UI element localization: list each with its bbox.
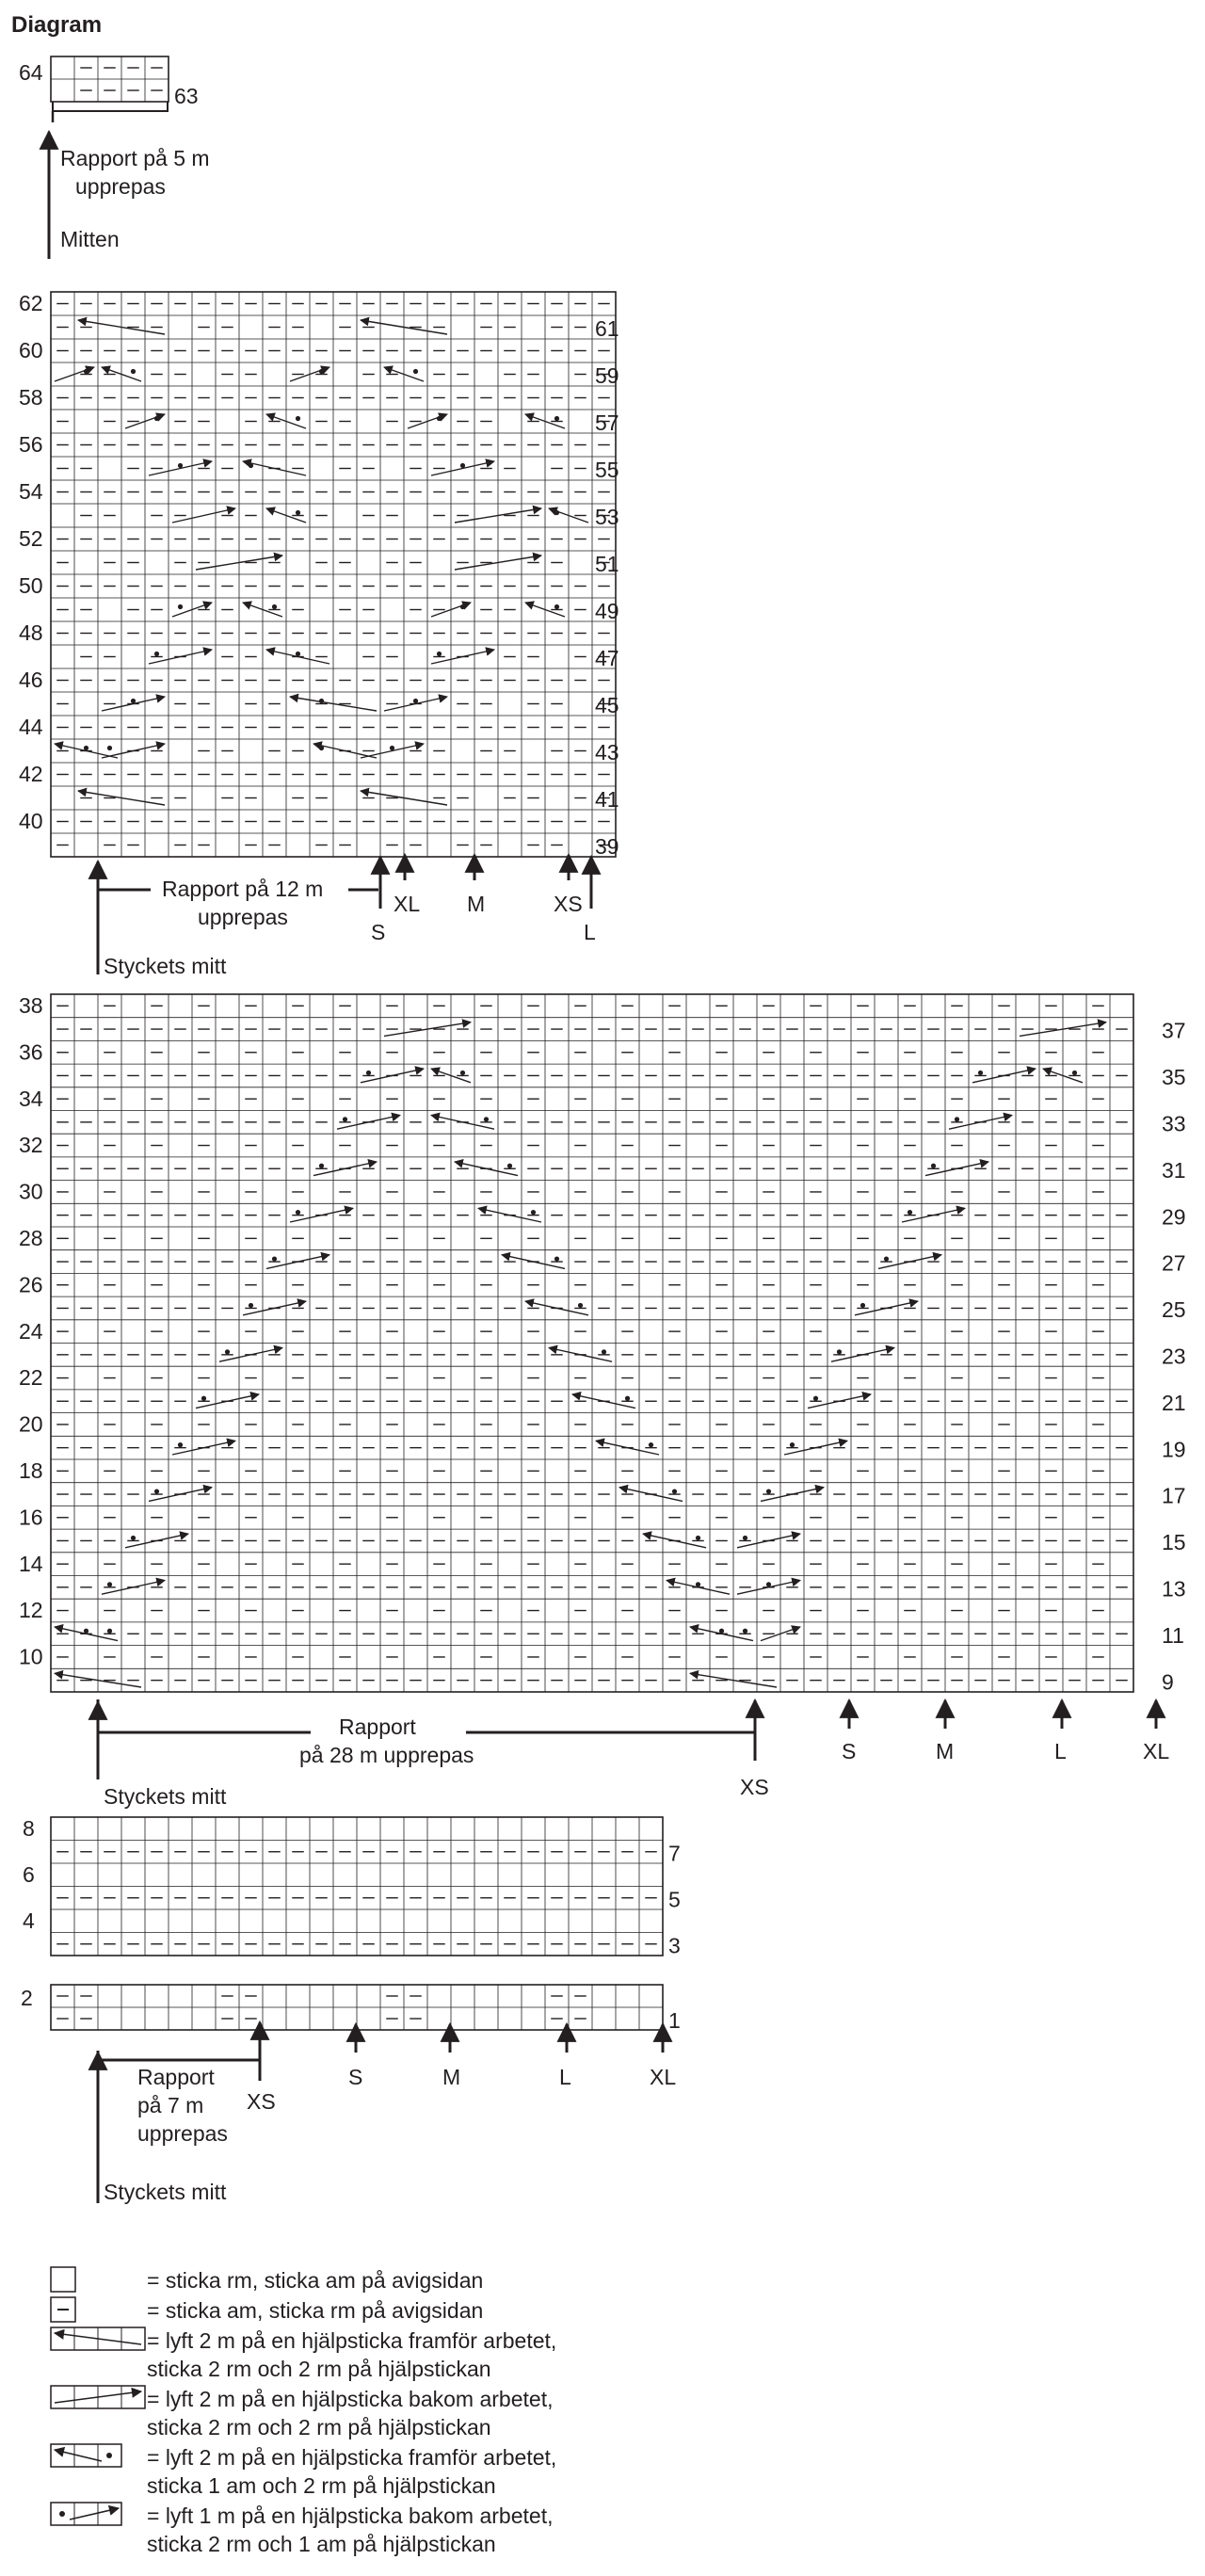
row-label-2: 2 — [21, 1986, 33, 2010]
row-label-57: 57 — [595, 411, 619, 435]
size-label-s-3: S — [842, 1739, 857, 1763]
row-label-27: 27 — [1162, 1250, 1186, 1276]
row-label-42: 42 — [19, 762, 43, 786]
row-label-48: 48 — [19, 620, 43, 645]
row-label-38: 38 — [19, 993, 43, 1018]
row-label-19: 19 — [1162, 1437, 1186, 1462]
row-label-36: 36 — [19, 1039, 43, 1065]
chart-2-repeat-line1: Rapport på 12 m — [162, 877, 324, 901]
chart-1-grid — [51, 56, 169, 102]
row-label-10: 10 — [19, 1644, 43, 1669]
legend-symbol-cable-front-2-2 — [51, 2327, 145, 2350]
row-label-59: 59 — [595, 363, 619, 388]
legend-text-5a: = lyft 2 m på en hjälpsticka framför arbetet, — [147, 2445, 557, 2470]
row-label-11: 11 — [1162, 1622, 1184, 1648]
chart-3-repeat-line2: på 28 m upprepas — [299, 1743, 474, 1767]
row-label-40: 40 — [19, 809, 43, 833]
chart-5 — [21, 1985, 681, 2204]
size-label-l-5: L — [559, 2065, 571, 2089]
chart-3-repeat-line1: Rapport — [339, 1715, 416, 1739]
legend-text-1: = sticka rm, sticka am på avigsidan — [147, 2268, 484, 2293]
row-label-31: 31 — [1162, 1157, 1186, 1183]
row-label-18: 18 — [19, 1458, 43, 1483]
chart-3-marker: Styckets mitt — [104, 1784, 227, 1809]
row-label-16: 16 — [19, 1505, 43, 1530]
chart-1-repeat-line1: Rapport på 5 m — [60, 146, 210, 170]
row-label-55: 55 — [595, 458, 619, 482]
row-label-4: 4 — [23, 1908, 35, 1933]
chart-1 — [19, 56, 210, 259]
row-label-1: 1 — [668, 2008, 681, 2033]
row-label-46: 46 — [19, 668, 43, 692]
row-label-51: 51 — [595, 552, 619, 576]
size-label-s-5: S — [348, 2065, 363, 2089]
row-label-61: 61 — [595, 316, 619, 341]
size-label-xs-3: XS — [740, 1775, 769, 1799]
legend-text-6a: = lyft 1 m på en hjälpsticka bakom arbetet, — [147, 2504, 554, 2528]
row-label-50: 50 — [19, 573, 43, 598]
legend-symbol-cable-back-2-2 — [51, 2386, 145, 2408]
row-label-37: 37 — [1162, 1018, 1186, 1043]
row-label-26: 26 — [19, 1272, 43, 1297]
size-label-xl-2: XL — [394, 892, 421, 916]
row-label-63: 63 — [174, 84, 199, 108]
row-label-45: 45 — [595, 693, 619, 717]
row-label-30: 30 — [19, 1179, 43, 1204]
row-label-39: 39 — [595, 834, 619, 859]
legend-text-3b: sticka 2 rm och 2 rm på hjälpstickan — [147, 2357, 491, 2381]
size-label-xs-2: XS — [554, 892, 583, 916]
chart-2 — [19, 291, 619, 978]
row-label-15: 15 — [1162, 1530, 1186, 1555]
row-label-28: 28 — [19, 1226, 43, 1250]
row-label-25: 25 — [1162, 1297, 1186, 1323]
chart-2-repeat-line2: upprepas — [198, 905, 288, 929]
chart-5-repeat-line1: Rapport — [137, 2065, 215, 2089]
legend-text-3a: = lyft 2 m på en hjälpsticka framför arbetet, — [147, 2328, 557, 2353]
size-label-l-3: L — [1054, 1739, 1067, 1763]
row-label-6: 6 — [23, 1862, 35, 1887]
chart-5-repeat-line2: på 7 m — [137, 2093, 204, 2117]
size-label-s-2: S — [371, 920, 386, 944]
row-label-56: 56 — [19, 432, 43, 457]
chart-1-bracket — [53, 102, 168, 111]
row-label-44: 44 — [19, 715, 43, 739]
row-label-29: 29 — [1162, 1204, 1186, 1230]
row-label-64: 64 — [19, 60, 43, 85]
chart-5-grid — [51, 1985, 663, 2030]
row-label-13: 13 — [1162, 1576, 1186, 1602]
size-label-m-2: M — [467, 892, 486, 916]
legend-text-4a: = lyft 2 m på en hjälpsticka bakom arbetet, — [147, 2387, 554, 2411]
chart-5-repeat-line3: upprepas — [137, 2121, 228, 2146]
chart-5-marker: Styckets mitt — [104, 2180, 227, 2204]
row-label-35: 35 — [1162, 1065, 1186, 1090]
row-label-43: 43 — [595, 740, 619, 765]
chart-3 — [19, 993, 1186, 1809]
row-label-60: 60 — [19, 338, 43, 362]
size-label-xs-5: XS — [247, 2089, 276, 2114]
row-label-58: 58 — [19, 385, 43, 410]
row-label-21: 21 — [1162, 1390, 1186, 1415]
row-label-8: 8 — [23, 1816, 35, 1841]
row-label-41: 41 — [595, 787, 619, 812]
row-label-53: 53 — [595, 505, 619, 529]
row-label-34: 34 — [19, 1086, 43, 1111]
size-label-l-2: L — [584, 920, 596, 944]
row-label-24: 24 — [19, 1318, 43, 1344]
row-label-33: 33 — [1162, 1111, 1186, 1136]
row-label-12: 12 — [19, 1598, 43, 1623]
row-label-3: 3 — [668, 1933, 681, 1958]
legend — [51, 2267, 556, 2556]
size-label-m-3: M — [936, 1739, 955, 1763]
row-label-47: 47 — [595, 646, 619, 670]
row-label-52: 52 — [19, 526, 43, 551]
chart-4 — [23, 1816, 681, 1958]
legend-symbol-cable-back-1-2-purl — [51, 2503, 121, 2525]
chart-1-repeat-line2: upprepas — [75, 174, 166, 199]
legend-text-4b: sticka 2 rm och 2 rm på hjälpstickan — [147, 2415, 491, 2439]
mitten-label: Mitten — [60, 227, 120, 251]
legend-symbol-cable-front-2-1-purl — [51, 2444, 121, 2467]
size-label-m-5: M — [442, 2065, 461, 2089]
row-label-54: 54 — [19, 479, 43, 504]
diagram-title: Diagram — [11, 12, 103, 38]
row-label-32: 32 — [19, 1133, 43, 1158]
size-label-xl-3: XL — [1143, 1739, 1170, 1763]
chart-2-grid — [51, 292, 616, 857]
legend-text-5b: sticka 1 am och 2 rm på hjälpstickan — [147, 2473, 496, 2498]
row-label-9: 9 — [1162, 1669, 1174, 1695]
legend-text-6b: sticka 2 rm och 1 am på hjälpstickan — [147, 2532, 496, 2556]
row-label-14: 14 — [19, 1551, 43, 1576]
row-label-20: 20 — [19, 1411, 43, 1437]
chart-4-grid — [51, 1817, 663, 1956]
row-label-22: 22 — [19, 1365, 43, 1391]
size-label-xl-5: XL — [650, 2065, 677, 2089]
legend-symbol-knit — [51, 2267, 75, 2292]
row-label-49: 49 — [595, 599, 619, 623]
chart-3-grid — [51, 994, 1133, 1692]
row-label-23: 23 — [1162, 1344, 1186, 1369]
row-label-5: 5 — [668, 1887, 681, 1912]
row-label-62: 62 — [19, 291, 43, 315]
row-label-7: 7 — [668, 1841, 681, 1866]
row-label-17: 17 — [1162, 1483, 1186, 1508]
legend-text-2: = sticka am, sticka rm på avigsidan — [147, 2298, 484, 2323]
chart-2-marker: Styckets mitt — [104, 954, 227, 978]
